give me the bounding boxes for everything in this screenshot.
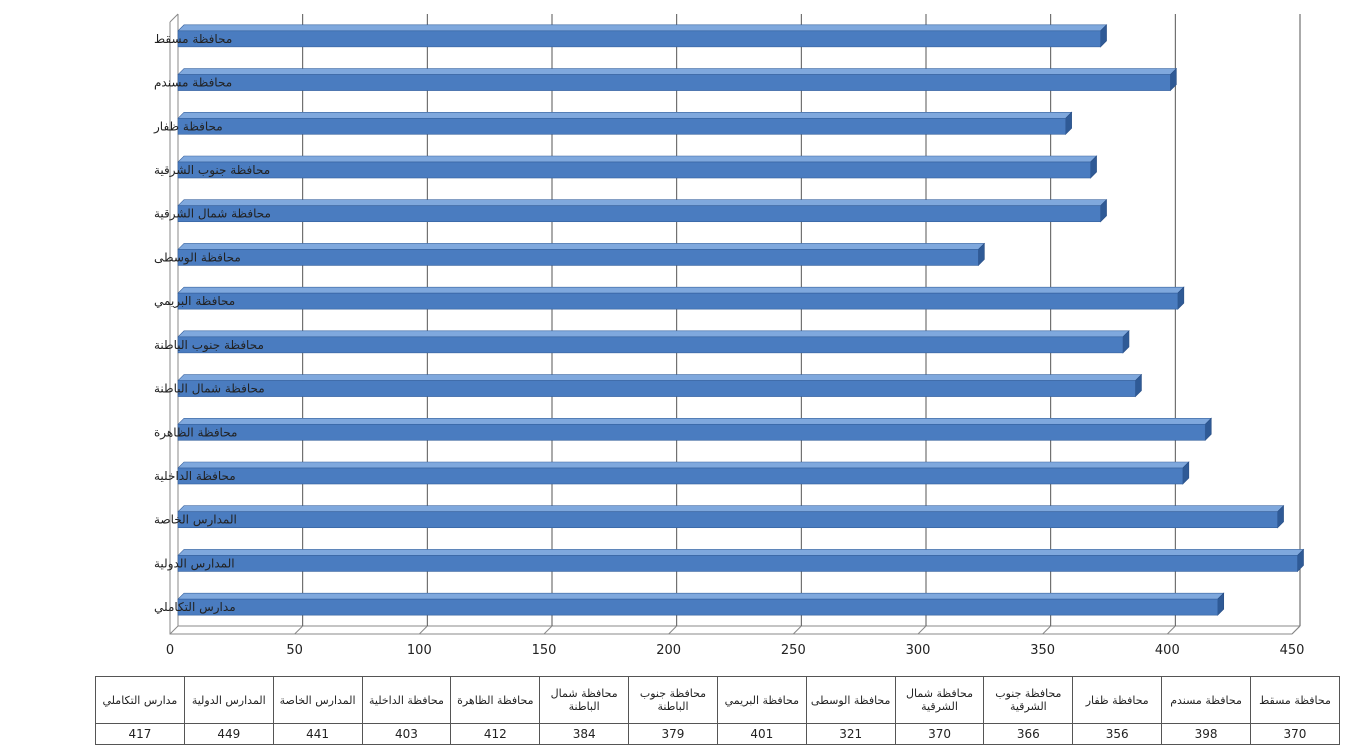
- x-tick-label: 450: [1279, 643, 1305, 658]
- category-label: المدارس الخاصة: [154, 512, 237, 527]
- bar: [178, 331, 1129, 353]
- bar: [178, 156, 1097, 178]
- bar: [178, 287, 1184, 309]
- category-label: محافظة مسندم: [154, 75, 233, 90]
- table-header-cell: محافظة مسندم: [1162, 677, 1251, 724]
- category-label: محافظة جنوب الباطنة: [154, 337, 264, 352]
- category-label: محافظة الوسطى: [154, 250, 241, 265]
- table-header-cell: محافظة شمال الباطنة: [540, 677, 629, 724]
- category-label: محافظة شمال الباطنة: [154, 381, 265, 396]
- table-header-cell: محافظة الداخلية: [362, 677, 451, 724]
- table-value-cell: 370: [895, 724, 984, 745]
- bar: [178, 69, 1176, 91]
- bar: [178, 462, 1189, 484]
- table-header-cell: محافظة الظاهرة: [451, 677, 540, 724]
- table-header-row: [96, 677, 1340, 724]
- table-value-cell: 403: [362, 724, 451, 745]
- bars: [178, 25, 1304, 615]
- table-header-cell: محافظة مسقط: [1250, 677, 1339, 724]
- bar: [178, 243, 984, 265]
- table-value-cell: 417: [96, 724, 185, 745]
- table-value-row: [96, 724, 1340, 745]
- bar: [178, 593, 1224, 615]
- table-value-cell: 321: [806, 724, 895, 745]
- x-tick-label: 150: [531, 643, 557, 658]
- x-tick-label: 250: [780, 643, 806, 658]
- category-label: محافظة ظفار: [154, 119, 223, 134]
- x-tick-label: 300: [905, 643, 931, 658]
- bar: [178, 418, 1211, 440]
- table-value-cell: 441: [273, 724, 362, 745]
- category-label: محافظة الظاهرة: [154, 425, 238, 440]
- table-header-cell: المدارس الدولية: [184, 677, 273, 724]
- table-header-cell: محافظة الوسطى: [806, 677, 895, 724]
- plot-frame: [170, 14, 1300, 634]
- category-label: محافظة مسقط: [154, 31, 233, 46]
- table-value-cell: 401: [717, 724, 806, 745]
- table-header-cell: المدارس الخاصة: [273, 677, 362, 724]
- x-tick-label: 50: [286, 643, 303, 658]
- table-header-cell: محافظة شمال الشرقية: [895, 677, 984, 724]
- table-header-cell: محافظة جنوب الباطنة: [629, 677, 718, 724]
- x-tick-label: 350: [1030, 643, 1056, 658]
- table-header-cell: مدارس التكاملي: [96, 677, 185, 724]
- category-label: محافظة البريمي: [154, 294, 236, 309]
- x-tick-label: 0: [165, 643, 175, 658]
- category-label: محافظة شمال الشرقية: [154, 206, 271, 221]
- table-value-cell: 449: [184, 724, 273, 745]
- table-value-cell: 379: [629, 724, 718, 745]
- table-value-cell: 384: [540, 724, 629, 745]
- x-tick-label: 400: [1154, 643, 1180, 658]
- table-header-cell: محافظة ظفار: [1073, 677, 1162, 724]
- category-label: المدارس الدولية: [154, 556, 235, 571]
- bar: [178, 549, 1304, 571]
- table-value-cell: 398: [1162, 724, 1251, 745]
- bar: [178, 200, 1107, 222]
- category-label: محافظة الداخلية: [154, 469, 236, 483]
- bar: [178, 375, 1141, 397]
- table-value-cell: 370: [1250, 724, 1339, 745]
- table-value-cell: 356: [1073, 724, 1162, 745]
- bar: [178, 112, 1072, 134]
- x-tick-label: 200: [656, 643, 682, 658]
- category-label: محافظة جنوب الشرقية: [154, 163, 271, 177]
- bar: [178, 506, 1284, 528]
- bar: [178, 25, 1107, 47]
- table-header-cell: محافظة جنوب الشرقية: [984, 677, 1073, 724]
- table-value-cell: 412: [451, 724, 540, 745]
- data-table: [95, 676, 1340, 745]
- x-tick-label: 100: [406, 643, 432, 658]
- gridlines: [295, 14, 1300, 634]
- table-header-cell: محافظة البريمي: [717, 677, 806, 724]
- category-label: مدارس التكاملي: [154, 600, 236, 615]
- x-axis-ticks: [166, 643, 1305, 658]
- table-value-cell: 366: [984, 724, 1073, 745]
